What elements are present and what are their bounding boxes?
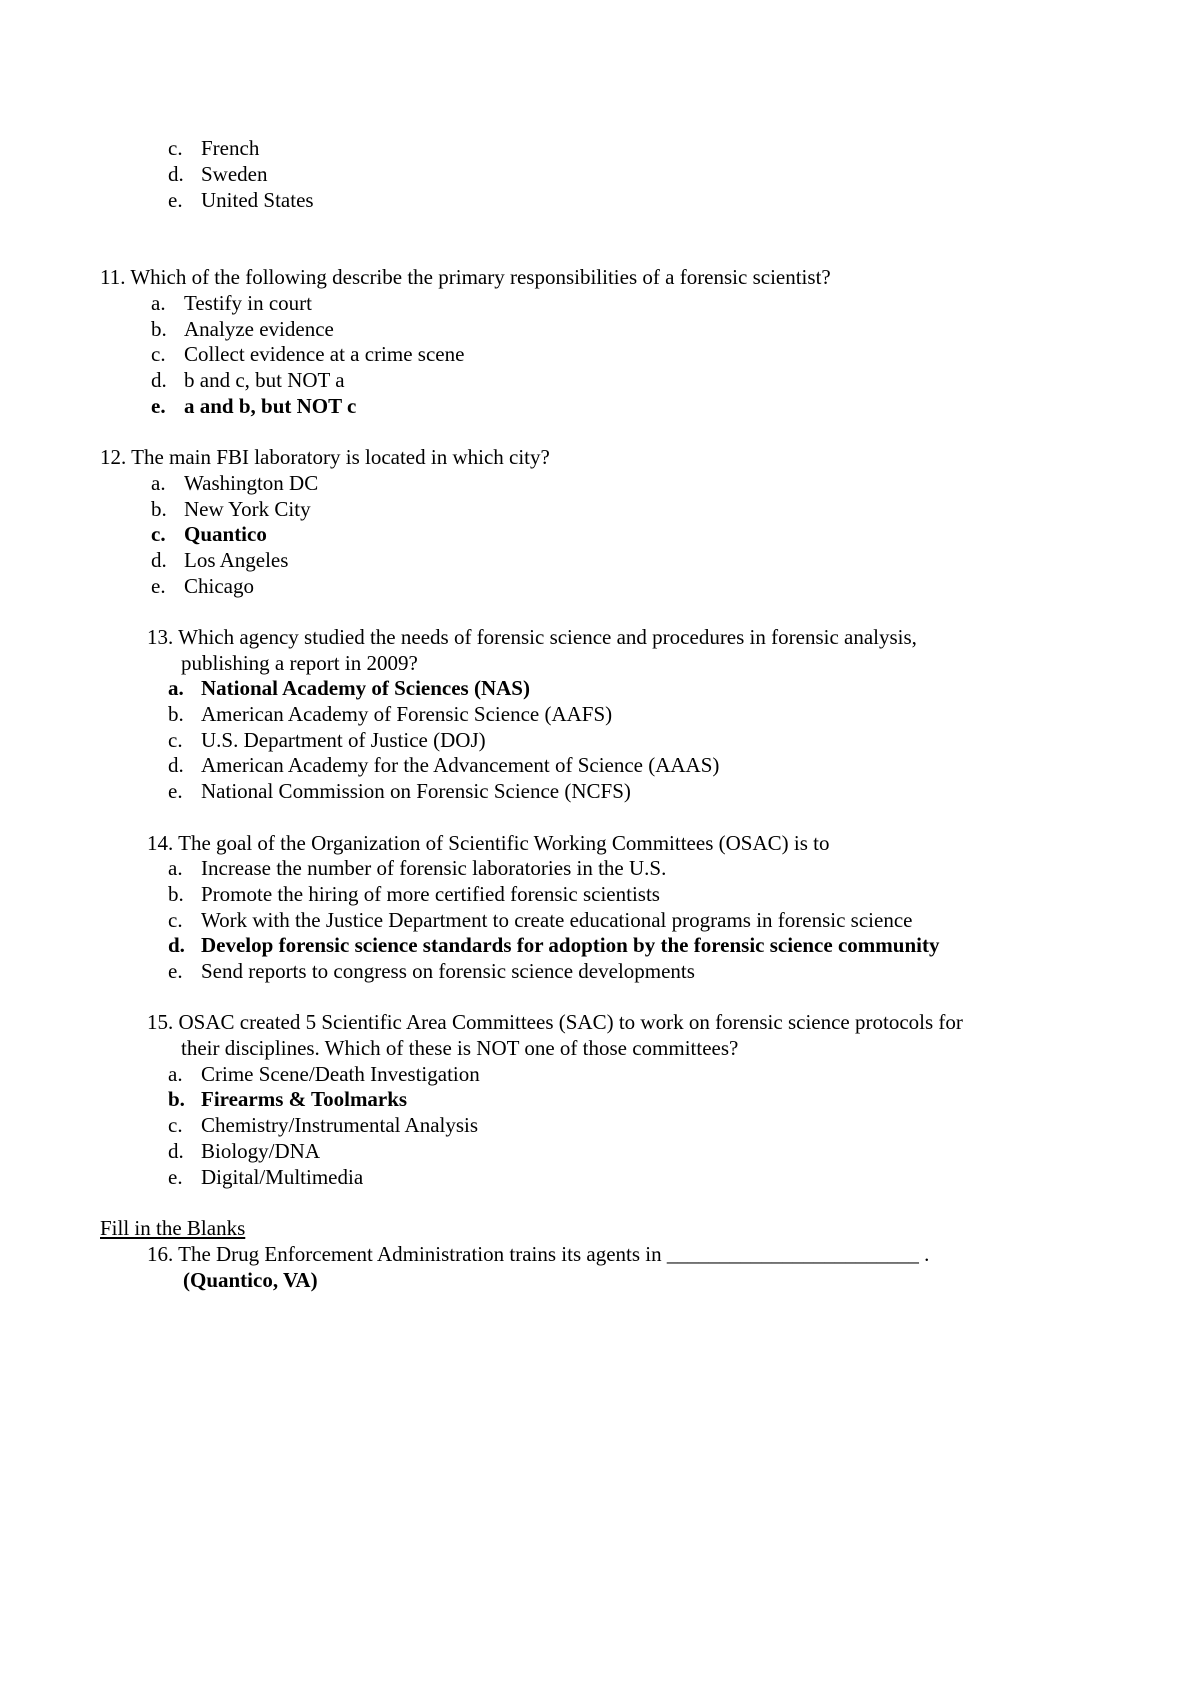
option-text: Crime Scene/Death Investigation [201, 1062, 480, 1086]
option-text: Increase the number of forensic laboratories in the U.S. [201, 856, 667, 880]
answer-letter: e. [151, 394, 166, 418]
option-letter: a. [168, 856, 183, 880]
answer-text: Quantico [184, 522, 267, 546]
option-text: National Commission on Forensic Science (NCFS) [201, 779, 631, 803]
option-letter: e. [168, 188, 183, 212]
option-text: Los Angeles [184, 548, 289, 572]
answer-letter: a. [168, 676, 184, 700]
option-letter: e. [168, 779, 183, 803]
question-16-stem: 16. The Drug Enforcement Administration trains its agents in ________________________ . [147, 1242, 930, 1266]
option-text: Send reports to congress on forensic science developments [201, 959, 695, 983]
option-letter: e. [151, 574, 166, 598]
option-letter: e. [168, 1165, 183, 1189]
question-15-stem: 15. OSAC created 5 Scientific Area Committees (SAC) to work on forensic science protocols for [147, 1010, 963, 1034]
option-text: American Academy of Forensic Science (AAFS) [201, 702, 613, 726]
option-letter: c. [168, 908, 183, 932]
answer-text: National Academy of Sciences (NAS) [201, 676, 530, 700]
question-15-stem-continued: their disciplines. Which of these is NOT one of those committees? [181, 1036, 739, 1060]
option-letter: d. [168, 1139, 184, 1163]
option-text: Chemistry/Instrumental Analysis [201, 1113, 479, 1137]
option-letter: a. [168, 1062, 183, 1086]
answer-letter: b. [168, 1087, 185, 1111]
option-letter: c. [168, 728, 183, 752]
question-13-stem-continued: publishing a report in 2009? [181, 651, 418, 675]
option-letter: b. [151, 317, 167, 341]
option-letter: c. [151, 342, 166, 366]
option-letter: b. [151, 497, 167, 521]
option-letter: e. [168, 959, 183, 983]
option-letter: c. [168, 136, 183, 160]
option-letter: c. [168, 1113, 183, 1137]
question-14-stem: 14. The goal of the Organization of Scientific Working Committees (OSAC) is to [147, 831, 830, 855]
option-letter: d. [151, 368, 167, 392]
option-text: U.S. Department of Justice (DOJ) [201, 728, 486, 752]
option-text: Promote the hiring of more certified forensic scientists [201, 882, 660, 906]
answer-text: Firearms & Toolmarks [201, 1087, 408, 1111]
answer-text: a and b, but NOT c [184, 394, 357, 418]
option-text: Sweden [201, 162, 268, 186]
option-text: Digital/Multimedia [201, 1165, 364, 1189]
answer-letter: d. [168, 933, 185, 957]
option-text: New York City [184, 497, 311, 521]
answer-text: Develop forensic science standards for adoption by the forensic science community [201, 933, 940, 957]
answer-letter: c. [151, 522, 166, 546]
option-letter: d. [168, 162, 184, 186]
option-letter: a. [151, 291, 166, 315]
option-text: Analyze evidence [184, 317, 334, 341]
option-text: Biology/DNA [201, 1139, 321, 1163]
answer-text: (Quantico, VA) [183, 1268, 318, 1292]
question-11-stem: 11. Which of the following describe the primary responsibilities of a forensic scientist? [100, 265, 831, 289]
option-text: United States [201, 188, 314, 212]
question-12-stem: 12. The main FBI laboratory is located in which city? [100, 445, 550, 469]
option-letter: d. [151, 548, 167, 572]
option-text: Collect evidence at a crime scene [184, 342, 465, 366]
section-heading: Fill in the Blanks [100, 1216, 246, 1240]
option-text: French [201, 136, 260, 160]
option-letter: b. [168, 882, 184, 906]
option-text: Washington DC [184, 471, 319, 495]
option-letter: d. [168, 753, 184, 777]
option-text: Work with the Justice Department to create educational programs in forensic science [201, 908, 913, 932]
question-13-stem: 13. Which agency studied the needs of forensic science and procedures in forensic analysis, [147, 625, 917, 649]
option-letter: a. [151, 471, 166, 495]
option-letter: b. [168, 702, 184, 726]
option-text: American Academy for the Advancement of Science (AAAS) [201, 753, 720, 777]
option-text: Chicago [184, 574, 254, 598]
option-text: Testify in court [184, 291, 312, 315]
option-text: b and c, but NOT a [184, 368, 345, 392]
